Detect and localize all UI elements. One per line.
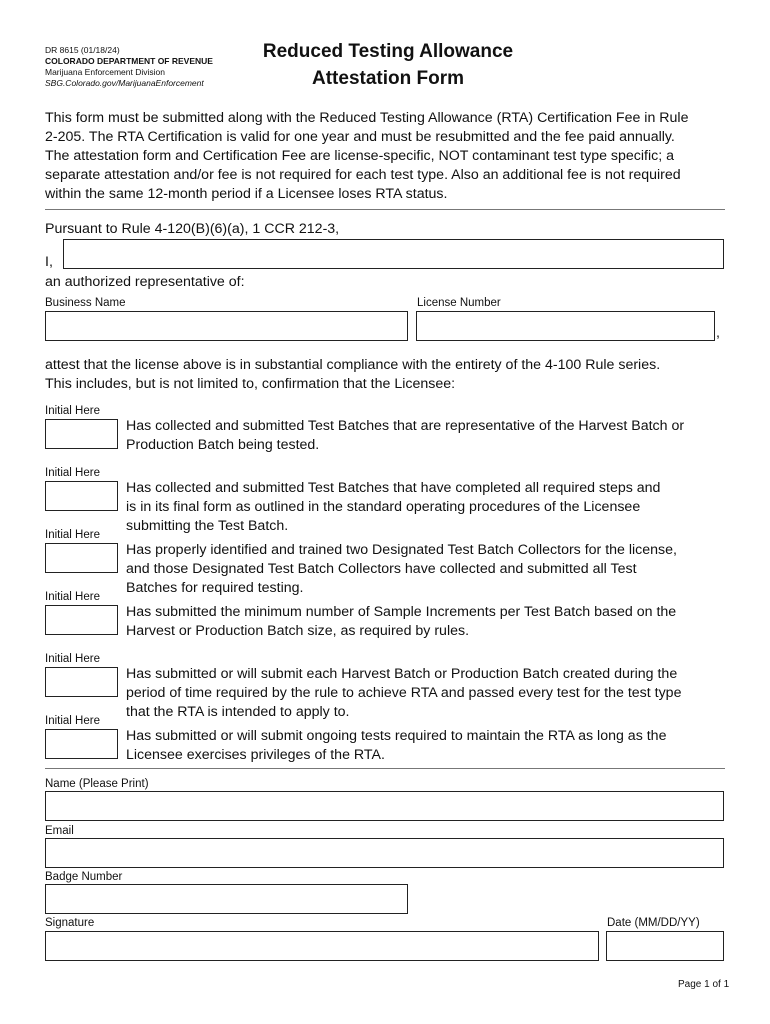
- intro-line: This form must be submitted along with the Reduced Testing Allowance (RTA) Certification Fee in Rule: [45, 110, 689, 126]
- attestation-item-3: [126, 541, 726, 598]
- date-label: Date (MM/DD/YY): [607, 917, 700, 929]
- initial-input-4[interactable]: [45, 605, 118, 635]
- initial-here-label: Initial Here: [45, 467, 100, 479]
- initial-input-2[interactable]: [45, 481, 118, 511]
- business-name-label: Business Name: [45, 297, 126, 309]
- item-line: Has properly identified and trained two Designated Test Batch Collectors for the license,: [126, 542, 677, 558]
- signature-label: Signature: [45, 917, 95, 929]
- license-number-label: License Number: [417, 297, 501, 309]
- item-line: Has submitted the minimum number of Sample Increments per Test Batch based on the: [126, 604, 677, 620]
- representative-name-input[interactable]: [63, 239, 724, 269]
- item-line: period of time required by the rule to achieve RTA and passed every test for the test type: [126, 685, 682, 701]
- item-line: Harvest or Production Batch size, as required by rules.: [126, 623, 470, 639]
- intro-line: The attestation form and Certification Fee are license-specific, NOT contaminant test type specific; a: [45, 148, 675, 164]
- form-code: DR 8615 (01/18/24): [45, 45, 120, 55]
- item-line: that the RTA is intended to apply to.: [126, 704, 350, 720]
- item-line: Licensee exercises privileges of the RTA.: [126, 747, 385, 763]
- item-line: Production Batch being tested.: [126, 437, 320, 453]
- item-line: is in its final form as outlined in the standard operating procedures of the Licensee: [126, 499, 641, 515]
- print-name-label: Name (Please Print): [45, 778, 149, 790]
- attestation-item-5: [126, 665, 726, 722]
- intro-line: within the same 12-month period if a Licensee loses RTA status.: [45, 186, 448, 202]
- form-title-line2: Attestation Form: [312, 68, 464, 89]
- initial-here-label: Initial Here: [45, 529, 100, 541]
- attestation-item-2: [126, 479, 726, 536]
- division-name: Marijuana Enforcement Division: [45, 67, 165, 77]
- badge-number-input[interactable]: [45, 884, 408, 914]
- item-line: submitting the Test Batch.: [126, 518, 289, 534]
- department-name: COLORADO DEPARTMENT OF REVENUE: [45, 56, 213, 66]
- item-line: Has collected and submitted Test Batches that are representative of the Harvest Batch or: [126, 418, 685, 434]
- initial-input-6[interactable]: [45, 729, 118, 759]
- intro-line: separate attestation and/or fee is not required for each test type. Also an additional fee is not required: [45, 167, 681, 183]
- intro-paragraph: [45, 109, 735, 204]
- item-line: and those Designated Test Batch Collectors have collected and submitted all Test: [126, 561, 637, 577]
- initial-here-label: Initial Here: [45, 591, 100, 603]
- print-name-input[interactable]: [45, 791, 724, 821]
- initial-input-1[interactable]: [45, 419, 118, 449]
- comma-separator: ,: [716, 325, 720, 341]
- signature-field[interactable]: [45, 931, 599, 961]
- attestation-item-4: [126, 603, 726, 641]
- date-input[interactable]: [606, 931, 724, 961]
- initial-here-label: Initial Here: [45, 653, 100, 665]
- business-name-input[interactable]: [45, 311, 408, 341]
- item-line: Has collected and submitted Test Batches that have completed all required steps and: [126, 480, 661, 496]
- i-label: I,: [45, 254, 53, 270]
- license-number-input[interactable]: [416, 311, 715, 341]
- item-line: Has submitted or will submit ongoing tests required to maintain the RTA as long as the: [126, 728, 667, 744]
- badge-number-label: Badge Number: [45, 871, 123, 883]
- intro-line: 2-205. The RTA Certification is valid for one year and must be resubmitted and the fee paid annually.: [45, 129, 675, 145]
- pursuant-rule-text: Pursuant to Rule 4-120(B)(6)(a), 1 CCR 212-3,: [45, 221, 340, 237]
- attestation-item-6: [126, 727, 726, 765]
- initial-here-label: Initial Here: [45, 405, 100, 417]
- attestation-item-1: [126, 417, 726, 455]
- form-title-line1: Reduced Testing Allowance: [262, 41, 514, 62]
- initial-input-3[interactable]: [45, 543, 118, 573]
- page-number: Page 1 of 1: [678, 979, 730, 990]
- item-line: Batches for required testing.: [126, 580, 304, 596]
- department-website: SBG.Colorado.gov/MarijuanaEnforcement: [45, 78, 204, 88]
- email-label: Email: [45, 825, 74, 837]
- section-divider: [45, 209, 725, 210]
- form-title: [248, 38, 528, 92]
- attest-line-2: This includes, but is not limited to, confirmation that the Licensee:: [45, 376, 456, 392]
- section-divider: [45, 768, 725, 769]
- attest-line-1: attest that the license above is in substantial compliance with the entirety of the 4-100 Rule series.: [45, 357, 661, 373]
- email-input[interactable]: [45, 838, 724, 868]
- initial-here-label: Initial Here: [45, 715, 100, 727]
- authorized-representative-text: an authorized representative of:: [45, 274, 245, 290]
- item-line: Has submitted or will submit each Harvest Batch or Production Batch created during the: [126, 666, 678, 682]
- initial-input-5[interactable]: [45, 667, 118, 697]
